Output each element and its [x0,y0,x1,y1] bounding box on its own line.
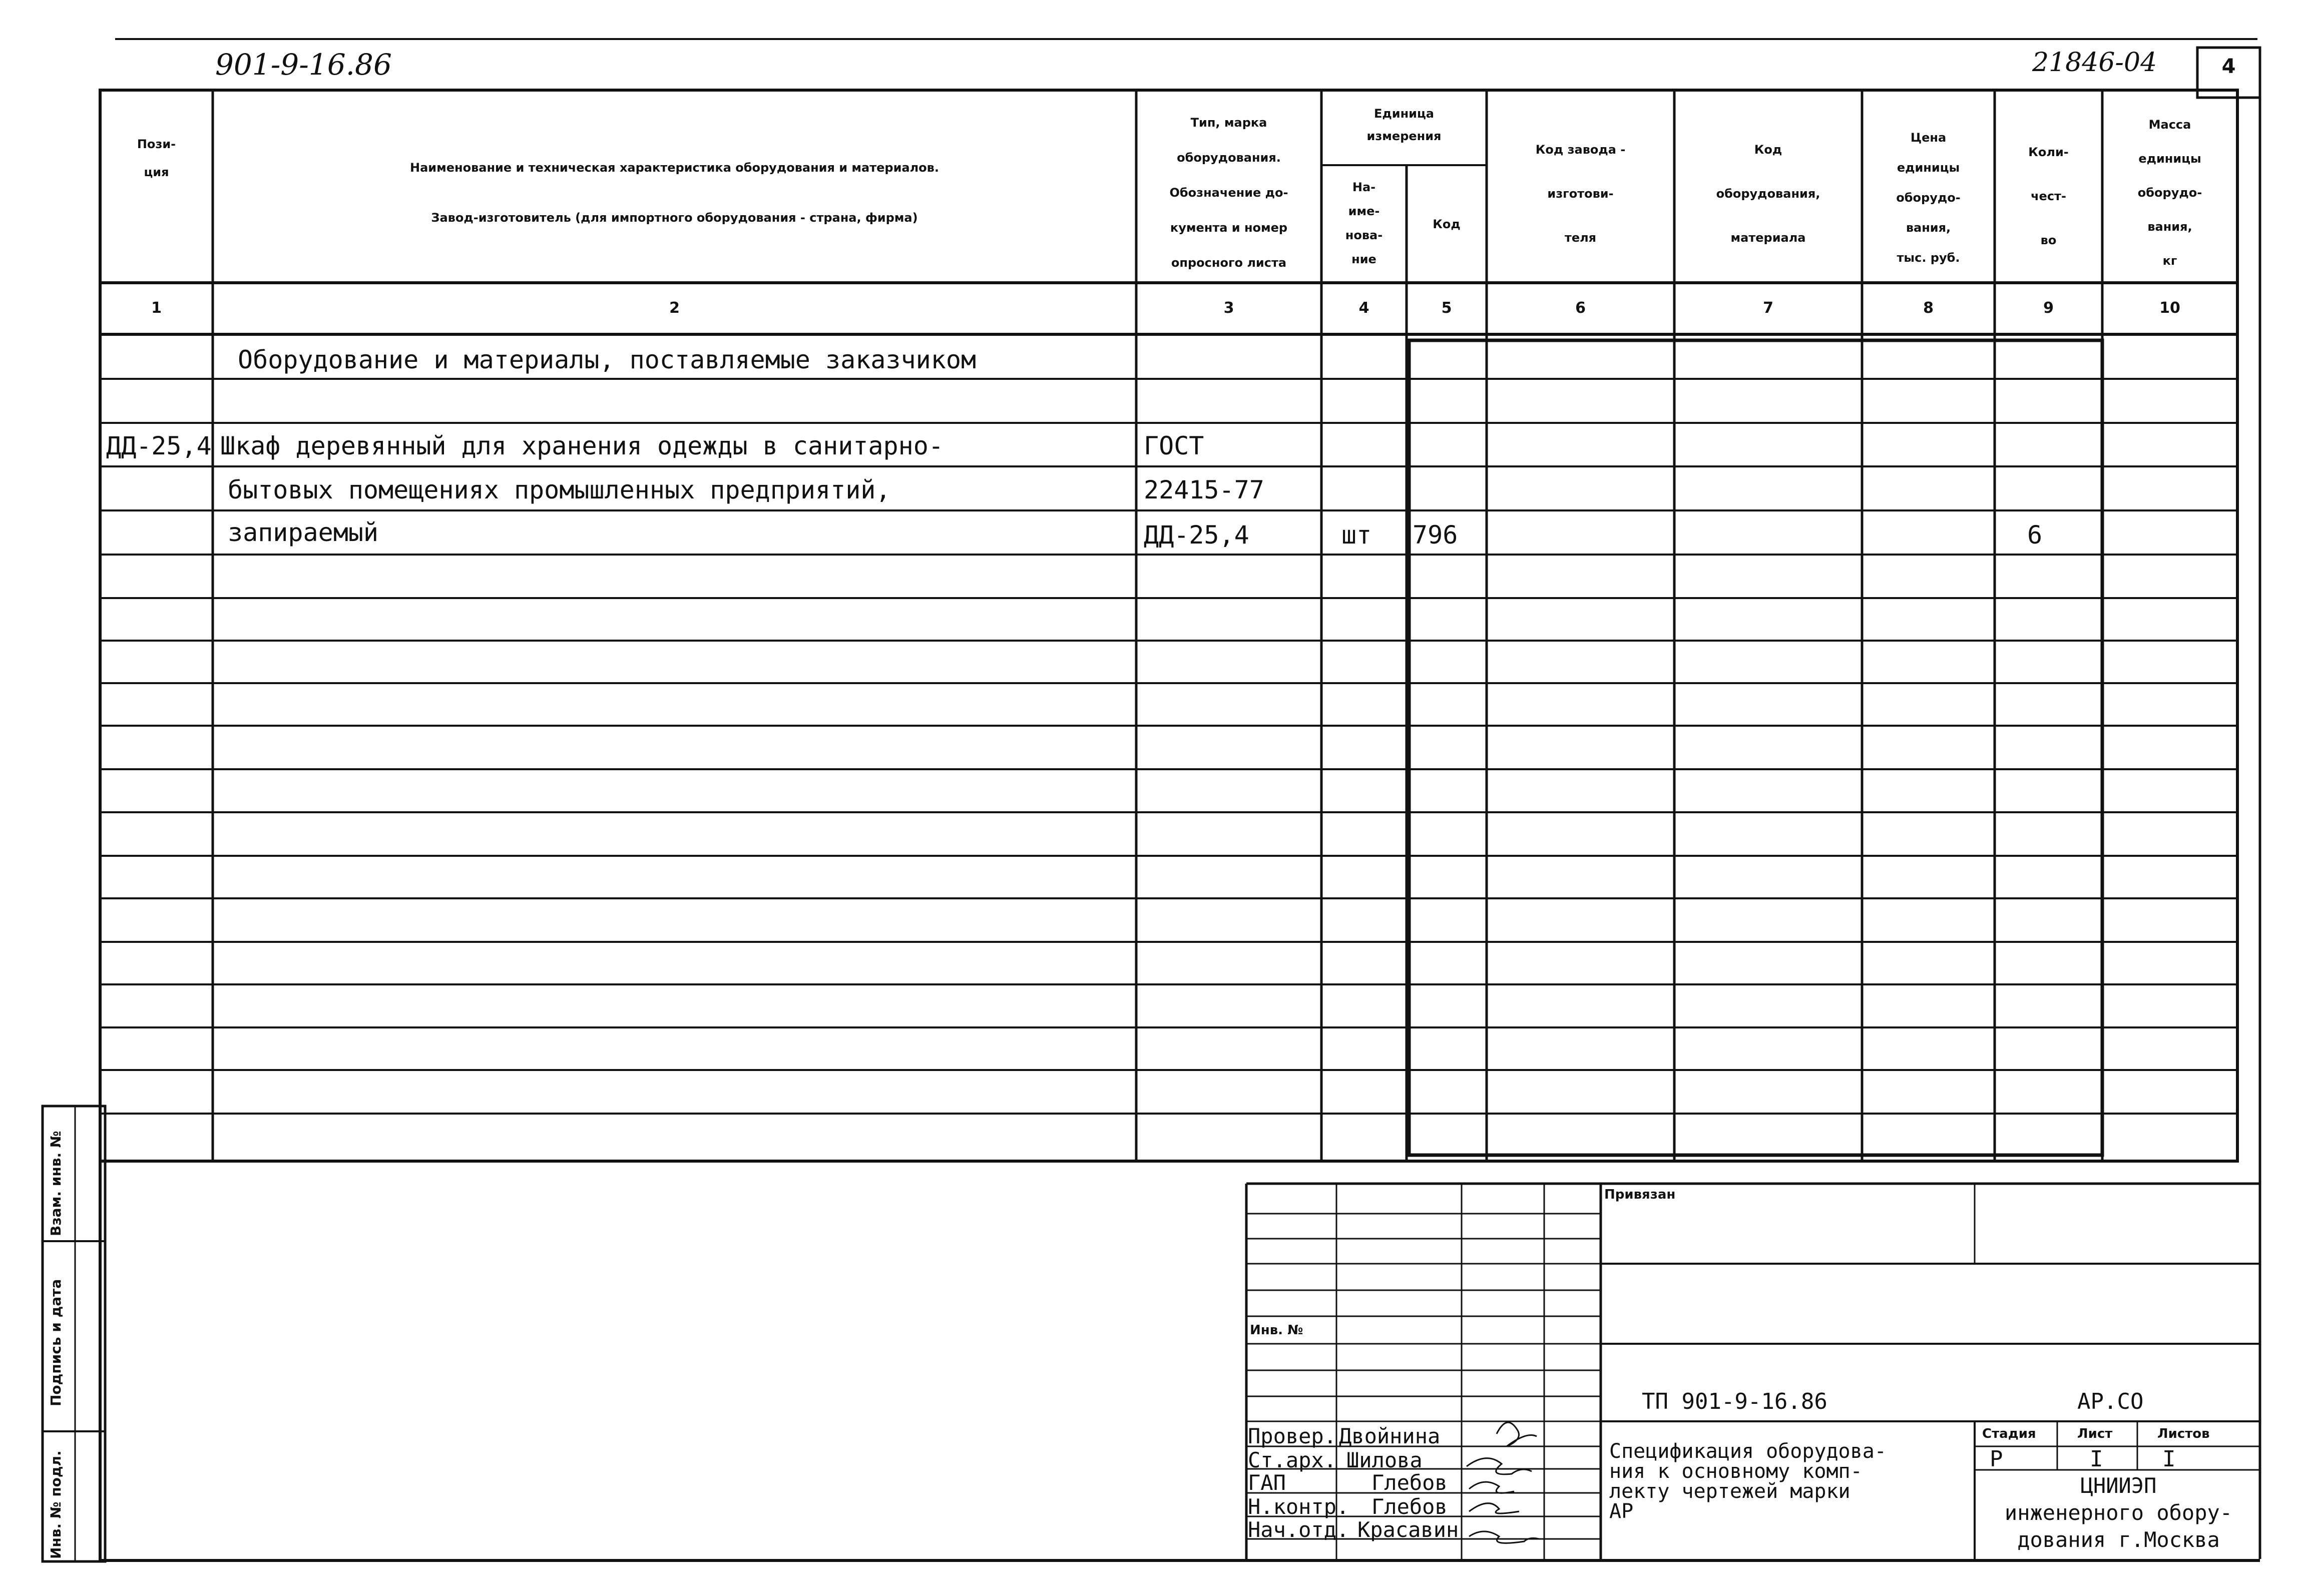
sign-name: Глебов [1371,1494,1448,1519]
col-header-2: Наименование и техническая характеристика оборудования и материалов. Завод-изготовитель (для импортного оборудования - страна, фирма) [410,161,939,225]
col-header-unit-group: Единица измерения [1366,107,1442,143]
side-label-signature: Подпись и дата [48,1279,64,1406]
col-header-6: Код завода - изготови- теля [1535,143,1626,245]
drawing-code: АР.СО [2077,1389,2144,1414]
sheets-label: Листов [2157,1426,2210,1441]
sign-name: Глебов [1371,1470,1448,1495]
col-header-3: Тип, марка оборудования. Обозначение до- кумента и номер опросного листа [1169,116,1288,270]
row-unit: шт [1341,520,1372,550]
linked-label: Привязан [1604,1187,1676,1202]
sign-name: Шилова [1346,1448,1423,1472]
sign-role: Ст.арх. [1248,1448,1337,1472]
sign-role: Провер. [1248,1424,1337,1448]
sign-role: Н.контр. [1248,1494,1349,1519]
sign-name: Красавин [1357,1517,1459,1542]
row-type: 22415-77 [1144,475,1264,504]
col-number-1: 1 [151,299,162,317]
sign-role: Нач.отд. [1248,1517,1349,1542]
col-header-7: Код оборудования, материала [1716,143,1820,245]
document-title: Спецификация оборудова- ния к основному комп- лекту чертежей марки АР [1609,1440,1887,1523]
side-label-inv-orig: Инв. № подл. [48,1450,64,1559]
sheet-label: Лист [2077,1426,2113,1441]
col-number-6: 6 [1575,299,1586,317]
organization: ЦНИИЭП инженерного обору- дования г.Москва [2004,1473,2233,1552]
col-header-5: Код [1433,217,1461,231]
col-header-4: На- име- нова- ние [1345,180,1383,266]
col-number-2: 2 [669,299,680,317]
row-type: ДД-25,4 [1144,520,1249,550]
col-number-9: 9 [2043,299,2054,317]
project-code: ТП 901-9-16.86 [1642,1389,1827,1414]
row-name: бытовых помещениях промышленных предприятий, [228,475,891,504]
row-name: запираемый [228,518,379,547]
row-type: ГОСТ [1144,431,1204,460]
sheet-value: I [2090,1446,2103,1472]
row-code: 796 [1413,520,1458,550]
col-number-3: 3 [1223,299,1234,317]
col-header-9: Коли- чест- во [2028,145,2069,247]
stage-value: Р [1990,1446,2003,1472]
col-number-7: 7 [1763,299,1773,317]
col-number-4: 4 [1358,299,1369,317]
side-label-replaced-inv: Взам. инв. № [48,1131,64,1236]
col-number-8: 8 [1923,299,1934,317]
sign-role: ГАП [1248,1470,1286,1495]
col-header-10: Масса единицы оборудо- вания, кг [2137,118,2202,268]
sheet-number: 4 [2221,55,2236,78]
doc-code-right: 21846-04 [2032,48,2157,78]
col-header-1: Пози- ция [137,137,176,179]
section-heading: Оборудование и материалы, поставляемые заказчиком [238,345,977,374]
row-position: ДД-25,4 [106,431,212,460]
col-number-10: 10 [2159,299,2180,317]
row-name: Шкаф деревянный для хранения одежды в санитарно- [220,431,944,460]
inv-label: Инв. № [1250,1323,1303,1338]
row-qty: 6 [2027,520,2043,550]
col-number-5: 5 [1441,299,1452,317]
sheets-value: I [2162,1446,2176,1472]
doc-code-left: 901-9-16.86 [215,48,392,82]
sign-name: Двойнина [1339,1424,1441,1448]
col-header-8: Цена единицы оборудо- вания, тыс. руб. [1896,131,1961,265]
stage-label: Стадия [1982,1426,2036,1441]
